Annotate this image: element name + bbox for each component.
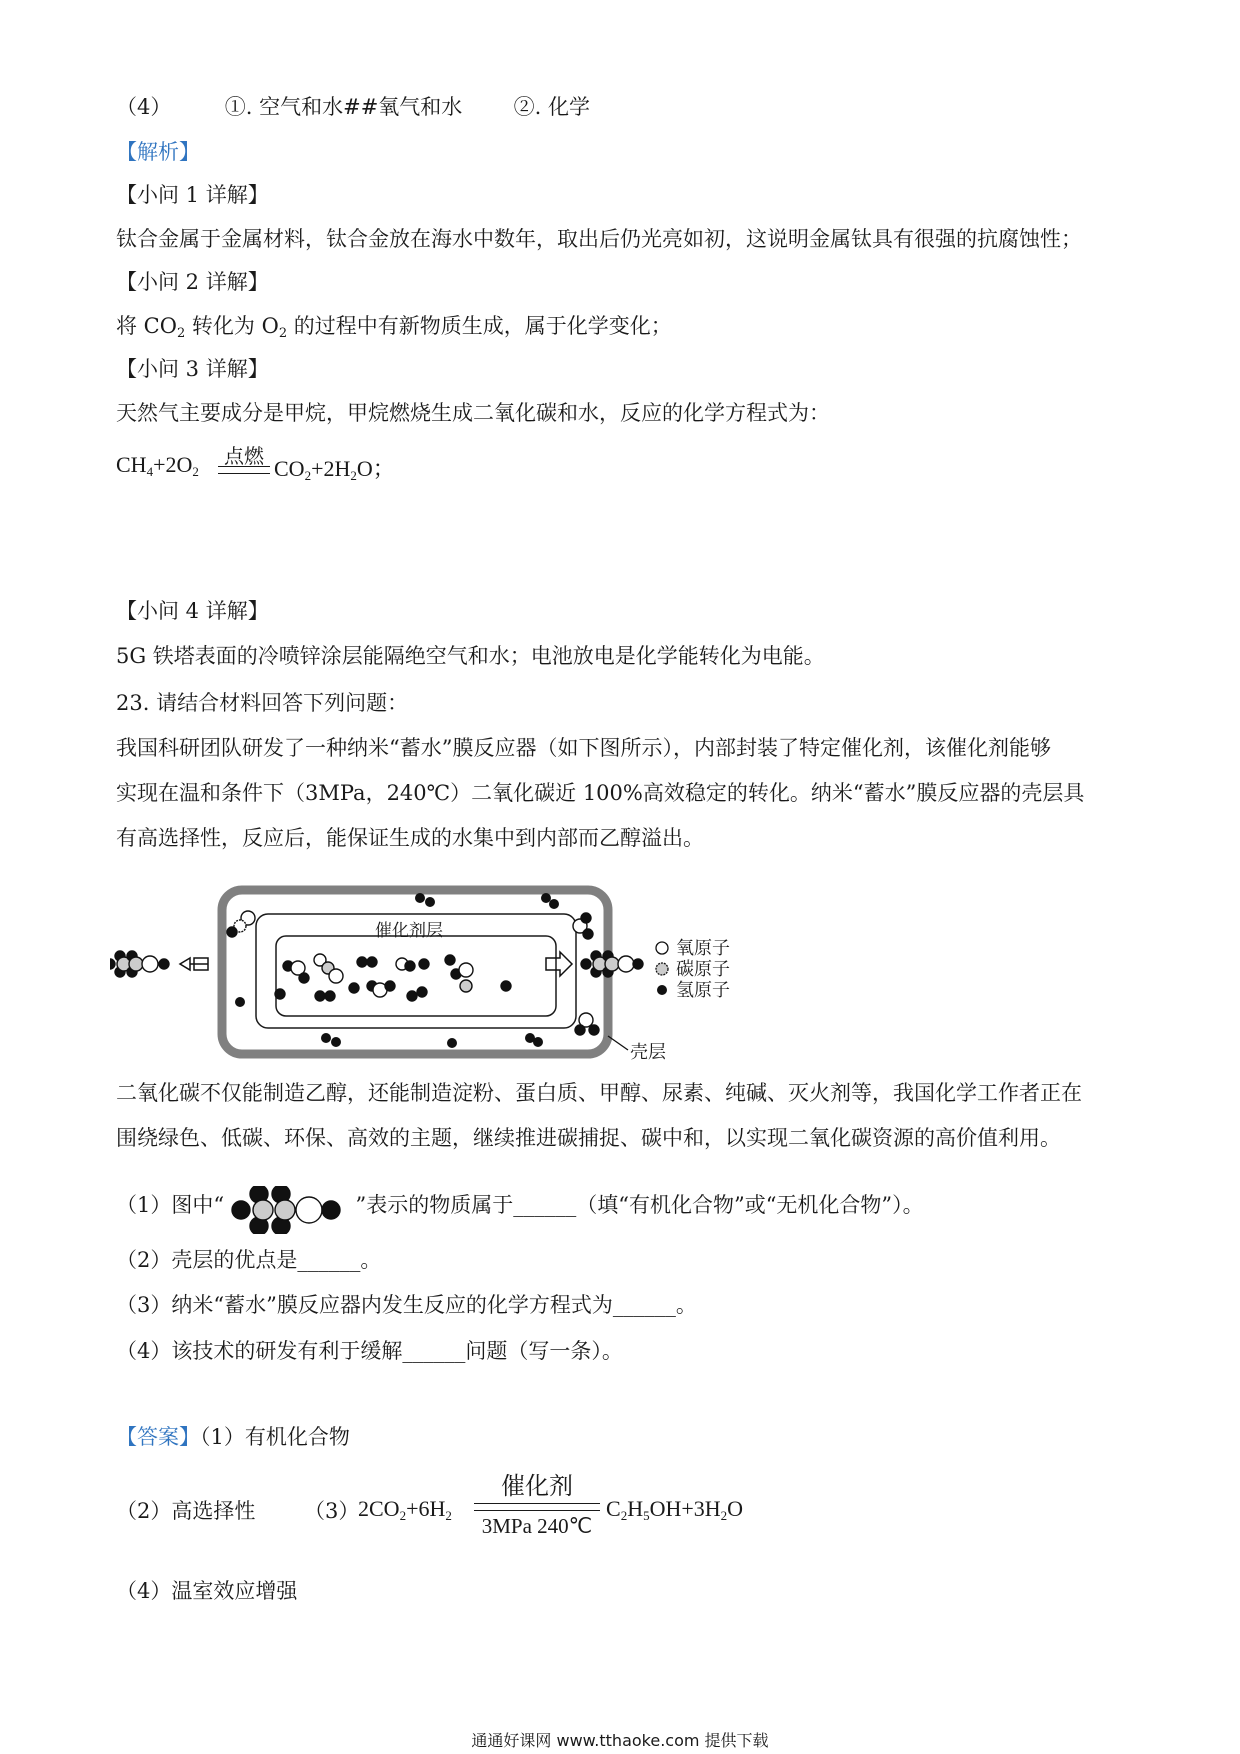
q2-heading: 【小问 2 详解】 (116, 270, 269, 294)
q1-text: 钛合金属于金属材料，钛合金放在海水中数年，取出后仍光亮如初，这说明金属钛具有很强的抗腐蚀性； (116, 227, 1082, 251)
eq1-left-sub2: 2 (192, 464, 199, 479)
eq1-right-c: O； (356, 456, 395, 481)
q2-sub2: 2 (278, 326, 288, 341)
carbon-legend-icon (656, 963, 668, 975)
left-arrow-icon (180, 958, 208, 970)
eq2-right-sub: 2 (620, 1508, 628, 1523)
eq2-top-condition: 催化剂 (501, 1472, 573, 1500)
ethanol-molecule-icon (231, 1192, 349, 1222)
q23-paragraph-3: 有高选择性，反应后，能保证生成的水集中到内部而乙醇溢出。 (116, 826, 704, 850)
answer-part2: ②. 化学 (513, 95, 591, 119)
equation-catalysis-right (606, 1496, 743, 1524)
eq2-right-c: OH+3H (649, 1496, 721, 1521)
q2-text-c: 的过程中有新物质生成，属于化学变化； (287, 314, 672, 338)
legend-hydrogen: 氢原子 (676, 980, 730, 1001)
answer-line-4 (116, 92, 590, 122)
catalyst-layer-label: 催化剂层 (375, 921, 443, 941)
sub-question-4: （4）该技术的研发有利于缓解______问题（写一条）。 (116, 1339, 623, 1363)
eq2-right-sub3: 2 (720, 1508, 728, 1523)
sub1-text-b: ”表示的物质属于______（填“有机化合物”或“无机化合物”）。 (355, 1193, 924, 1217)
q2-text-a: 将 CO (116, 314, 177, 338)
answer-number: （4） (116, 95, 172, 119)
answer-label: 【答案】 (116, 1425, 200, 1449)
oxygen-legend-icon (656, 942, 668, 954)
q23-title: 23. 请结合材料回答下列问题： (116, 691, 409, 715)
legend-carbon: 碳原子 (676, 959, 730, 980)
answer-line-1 (116, 1422, 350, 1452)
answer-4: （4）温室效应增强 (116, 1579, 298, 1603)
eq2-left-b: +6H (406, 1496, 446, 1521)
answer-3-number: （3） (304, 1499, 360, 1523)
analysis-title: 【解析】 (116, 140, 200, 164)
hydrogen-legend-icon (657, 985, 667, 995)
eq1-right: CO (274, 456, 305, 481)
q4-heading: 【小问 4 详解】 (116, 599, 269, 623)
eq2-equals-sign (474, 1503, 600, 1511)
eq2-right-d: O (727, 1496, 744, 1521)
q23-paragraph-5: 围绕绿色、低碳、环保、高效的主题，继续推进碳捕捉、碳中和，以实现二氧化碳资源的高价值利用。 (116, 1126, 1061, 1150)
answer-1: （1）有机化合物 (200, 1425, 350, 1449)
shell-molecules (235, 893, 559, 1048)
q23-paragraph-1: 我国科研团队研发了一种纳米“蓄水”膜反应器（如下图所示），内部封装了特定催化剂，该催化剂能够 (116, 736, 1051, 760)
sub-question-2: （2）壳层的优点是______。 (116, 1248, 382, 1272)
eq2-left-sub: 2 (399, 1508, 407, 1523)
q2-text-b: 转化为 O (185, 314, 279, 338)
eq2-bottom-condition: 3MPa 240℃ (481, 1514, 593, 1538)
reactor-diagram (110, 878, 810, 1068)
shell-label: 壳层 (630, 1042, 666, 1063)
q23-paragraph-2: 实现在温和条件下（3MPa，240℃）二氧化碳近 100%高效稳定的转化。纳米“蓄水”膜反应器的壳层具 (116, 781, 1085, 805)
eq1-left: CH (116, 452, 147, 477)
inner-core (276, 936, 556, 1016)
sub1-text-a: （1）图中“ (116, 1193, 225, 1217)
shell-leader-line (608, 1036, 628, 1050)
answer-2: （2）高选择性 (116, 1499, 256, 1523)
q23-paragraph-4: 二氧化碳不仅能制造乙醇，还能制造淀粉、蛋白质、甲醇、尿素、纯碱、灭火剂等，我国化学工作者正在 (116, 1081, 1082, 1105)
q1-heading: 【小问 1 详解】 (116, 183, 269, 207)
equation-combustion-left (116, 452, 199, 480)
answer-part1: ①. 空气和水##氧气和水 (224, 95, 463, 119)
q2-text (116, 311, 672, 349)
eq2-right-sub2: 5 (643, 1508, 650, 1523)
equation-combustion-right (274, 452, 395, 484)
eq1-condition: 点燃 (224, 444, 264, 468)
q3-text: 天然气主要成分是甲烷，甲烷燃烧生成二氧化碳和水，反应的化学方程式为： (116, 401, 830, 425)
legend-oxygen: 氧原子 (676, 938, 730, 959)
sub-question-1 (116, 1190, 924, 1222)
eq2-left: 2CO (358, 1496, 400, 1521)
eq1-right-b: +2H (311, 456, 351, 481)
eq1-equals-sign (218, 466, 270, 474)
core-molecules (275, 954, 511, 1001)
eq2-right-b: H (627, 1496, 644, 1521)
right-ethanol-molecule (581, 951, 643, 977)
left-ethanol-molecule (110, 951, 169, 977)
q4-text: 5G 铁塔表面的冷喷锌涂层能隔绝空气和水；电池放电是化学能转化为电能。 (116, 644, 825, 668)
eq2-left-sub2: 2 (445, 1508, 452, 1523)
eq2-right: C (606, 1496, 621, 1521)
eq1-left-sub: 4 (146, 464, 154, 479)
q3-heading: 【小问 3 详解】 (116, 357, 269, 381)
eq1-left-b: +2O (153, 452, 193, 477)
eq1-right-sub2: 2 (350, 468, 357, 483)
page-footer: 通通好课网 www.tthaoke.com 提供下载 (471, 1731, 769, 1750)
q2-sub1: 2 (176, 326, 186, 341)
sub-question-3: （3）纳米“蓄水”膜反应器内发生反应的化学方程式为______。 (116, 1293, 697, 1317)
equation-catalysis-left (358, 1496, 452, 1524)
right-arrow-icon (546, 952, 572, 976)
eq1-right-sub: 2 (304, 468, 312, 483)
